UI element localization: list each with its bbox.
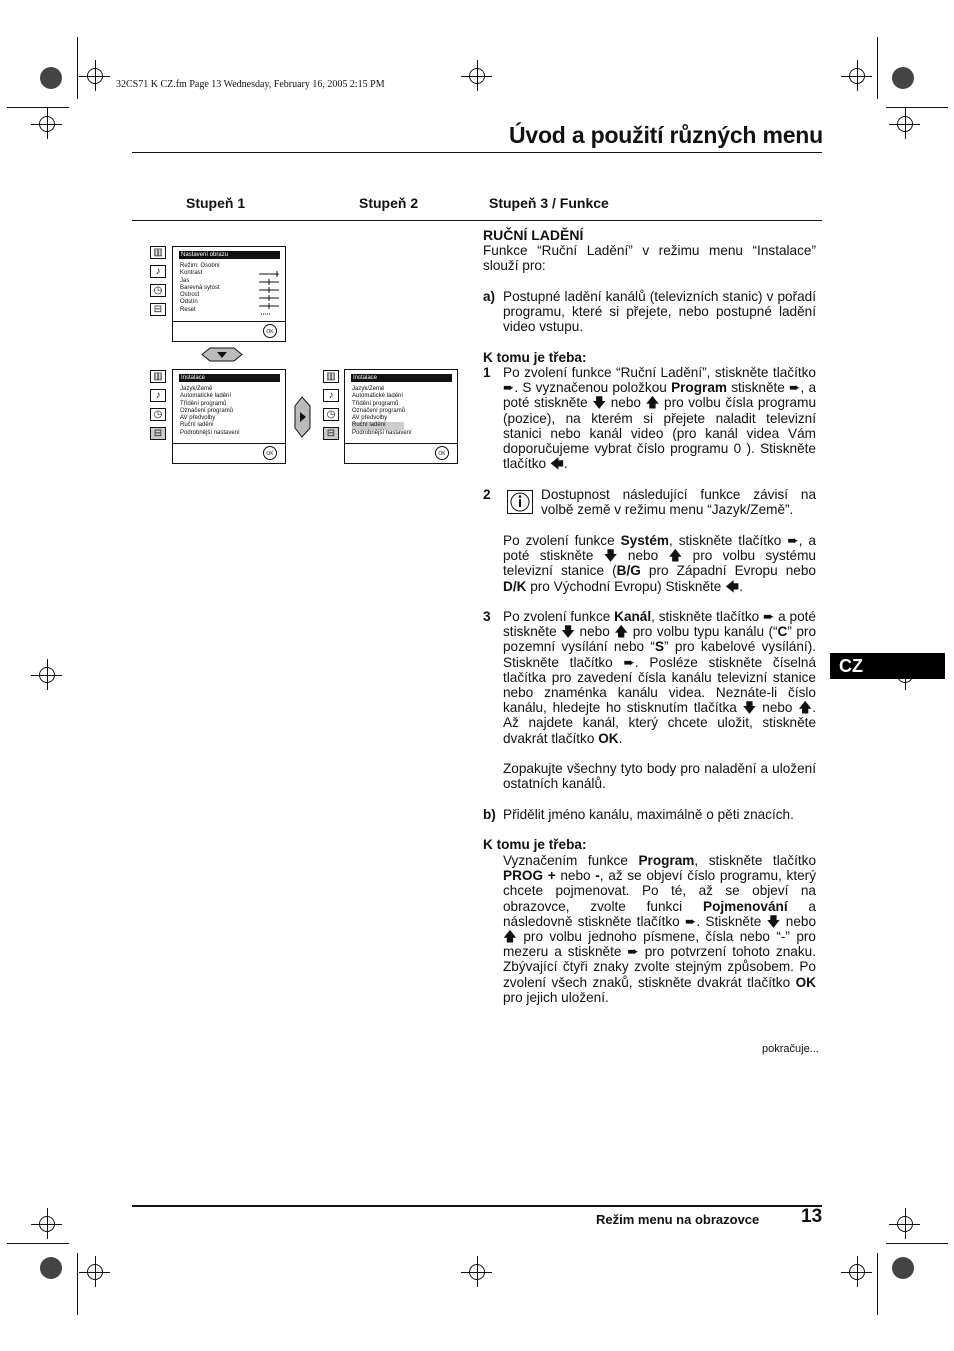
- color-dot: [892, 1257, 914, 1279]
- header-note: 32CS71 K CZ.fm Page 13 Wednesday, February 16, 2005 2:15 PM: [116, 79, 385, 90]
- step-3: 3 Po zvolení funkce Kanál, stiskněte tlačítko ➨ a poté stiskněte 🡇 nebo 🡅 pro volbu typu kanálu (“C” pro pozemní vysílání nebo “S” pro kabelové vysílání). Stiskněte tlačítko ➨. Posléze stiskněte číselná tlačítka pro zavedení čísla kanálu televizní stanice nebo znaménka kanálu videa. Neznáte-li číslo kanálu, hledejte ho stisknutím tlačítka 🡇 nebo 🡅. Až najdete kanál, který chcete uložit, stiskněte dvakrát tlačítko OK.: [483, 609, 817, 746]
- color-dot: [892, 67, 914, 89]
- item-b: b) Přidělit jméno kanálu, maximálně o pěti znacích.: [483, 807, 794, 822]
- intro-text: Funkce “Ruční Ladění” v režimu menu “Instalace” slouží pro:: [483, 243, 816, 274]
- picture-icon: ▥: [150, 246, 166, 259]
- section-heading: RUČNÍ LADĚNÍ: [483, 227, 584, 243]
- menu-title: Instalace: [179, 374, 280, 382]
- page-title: Úvod a použití různých menu: [508, 122, 823, 148]
- picture-icon: ▥: [323, 370, 339, 383]
- menu-title: Nastavení obrazu: [179, 251, 280, 259]
- clock-icon: ◷: [150, 408, 166, 421]
- menu-title: Instalace: [351, 374, 452, 382]
- k-tomu-1: K tomu je třeba:: [483, 350, 587, 365]
- install-menu-panel-selected: [344, 369, 458, 464]
- sound-icon: ♪: [150, 389, 166, 402]
- column-head-2: Stupeň 2: [359, 195, 419, 211]
- registration-mark: [897, 116, 913, 132]
- sound-icon: ♪: [150, 265, 166, 278]
- step-2-system: Po zvolení funkce Systém, stiskněte tlačítko ➨, a poté stiskněte 🡇 nebo 🡅 pro volbu systému televizní stanice (B/G pro Západní Evropu nebo D/K pro Východní Evropu) Stiskněte 🡄.: [503, 533, 816, 594]
- registration-mark: [39, 116, 55, 132]
- toolbox-icon: ⊟: [323, 427, 339, 440]
- registration-mark: [469, 68, 485, 84]
- registration-mark: [469, 1264, 485, 1280]
- item-a: a) Postupné ladění kanálů (televizních stanic) v pořadí programu, které si přejete, nebo postupné ladění video vstupu.: [483, 289, 816, 335]
- down-arrow-button-icon: [200, 347, 244, 362]
- toolbox-icon: ⊟: [150, 303, 166, 316]
- continues-note: pokračuje...: [762, 1043, 819, 1055]
- registration-mark: [849, 68, 865, 84]
- menu-icons: [150, 246, 168, 322]
- color-dot: [40, 1257, 62, 1279]
- language-tab: CZ: [830, 653, 945, 679]
- picture-icon: ▥: [150, 370, 166, 383]
- step-1: 1 Po zvolení funkce “Ruční Ladění”, stiskněte tlačítko ➨. S vyznačenou položkou Program stiskněte ➨, a poté stiskněte 🡇 nebo 🡅 pro volbu čísla programu (pozice), na kterém si přejete naladit televizní stanici nebo kanál video (pro kanál videa Vám doporučujeme vybrat číslo programu 0 ). Stiskněte tlačítko 🡄.: [483, 365, 817, 472]
- registration-mark: [897, 1216, 913, 1232]
- column-head-3: Stupeň 3 / Funkce: [489, 195, 609, 211]
- repeat-text: Zopakujte všechny tyto body pro naladění a uložení ostatních kanálů.: [503, 761, 816, 792]
- ok-icon: OK: [263, 446, 277, 460]
- picture-menu-panel: [172, 246, 286, 342]
- registration-mark: [87, 1264, 103, 1280]
- registration-mark: [849, 1264, 865, 1280]
- menu-items: Jazyk/Země Automatické ladění Třídění programů Označení programů AV předvolby Ruční ladění Podrobnější nastavení: [180, 386, 240, 436]
- color-dot: [40, 67, 62, 89]
- ok-icon: OK: [435, 446, 449, 460]
- k-tomu-2: K tomu je třeba:: [483, 837, 587, 852]
- right-arrow-button-icon: [294, 396, 312, 438]
- menu-icons: [150, 370, 168, 446]
- info-icon: [507, 490, 533, 514]
- registration-mark: [87, 68, 103, 84]
- sound-icon: ♪: [323, 389, 339, 402]
- menu-items: Režim: Osobní Kontrast Jas Barevná sytost Ostrost Odstín Reset: [180, 263, 220, 313]
- footer-section: Režim menu na obrazovce: [596, 1212, 760, 1227]
- slider-marks: [259, 271, 281, 317]
- toolbox-icon: ⊟: [150, 427, 166, 440]
- menu-icons: [323, 370, 341, 446]
- step-2: 2 Dostupnost následující funkce závisí na volbě země v režimu menu “Jazyk/Země”.: [483, 487, 816, 518]
- install-menu-panel: [172, 369, 286, 464]
- clock-icon: ◷: [323, 408, 339, 421]
- registration-mark: [39, 1216, 55, 1232]
- registration-mark: [39, 667, 55, 683]
- naming-text: Vyznačením funkce Program, stiskněte tlačítko PROG + nebo -, až se objeví číslo programu, který chcete pojmenovat. Po té, až se objeví na obrazovce, zvolte funkci Pojmenování a následovně stiskněte tlačítko ➨. Stiskněte 🡇 nebo 🡅 pro volbu jednoho písmene, čísla nebo “-” pro mezeru a stiskněte ➨ pro potvrzení tohoto znaku. Zbývající čtyři znaky zvolte stejným způsobem. Po zvolení všech znaků, stiskněte dvakrát tlačítko OK pro jejich uložení.: [503, 853, 817, 1005]
- ok-icon: OK: [263, 324, 277, 338]
- clock-icon: ◷: [150, 284, 166, 297]
- page-number: 13: [801, 1206, 823, 1227]
- column-head-1: Stupeň 1: [186, 195, 246, 211]
- menu-items: Jazyk/Země Automatické ladění Třídění programů Označení programů AV předvolby Ruční ladění Podrobnější nastavení: [352, 386, 412, 436]
